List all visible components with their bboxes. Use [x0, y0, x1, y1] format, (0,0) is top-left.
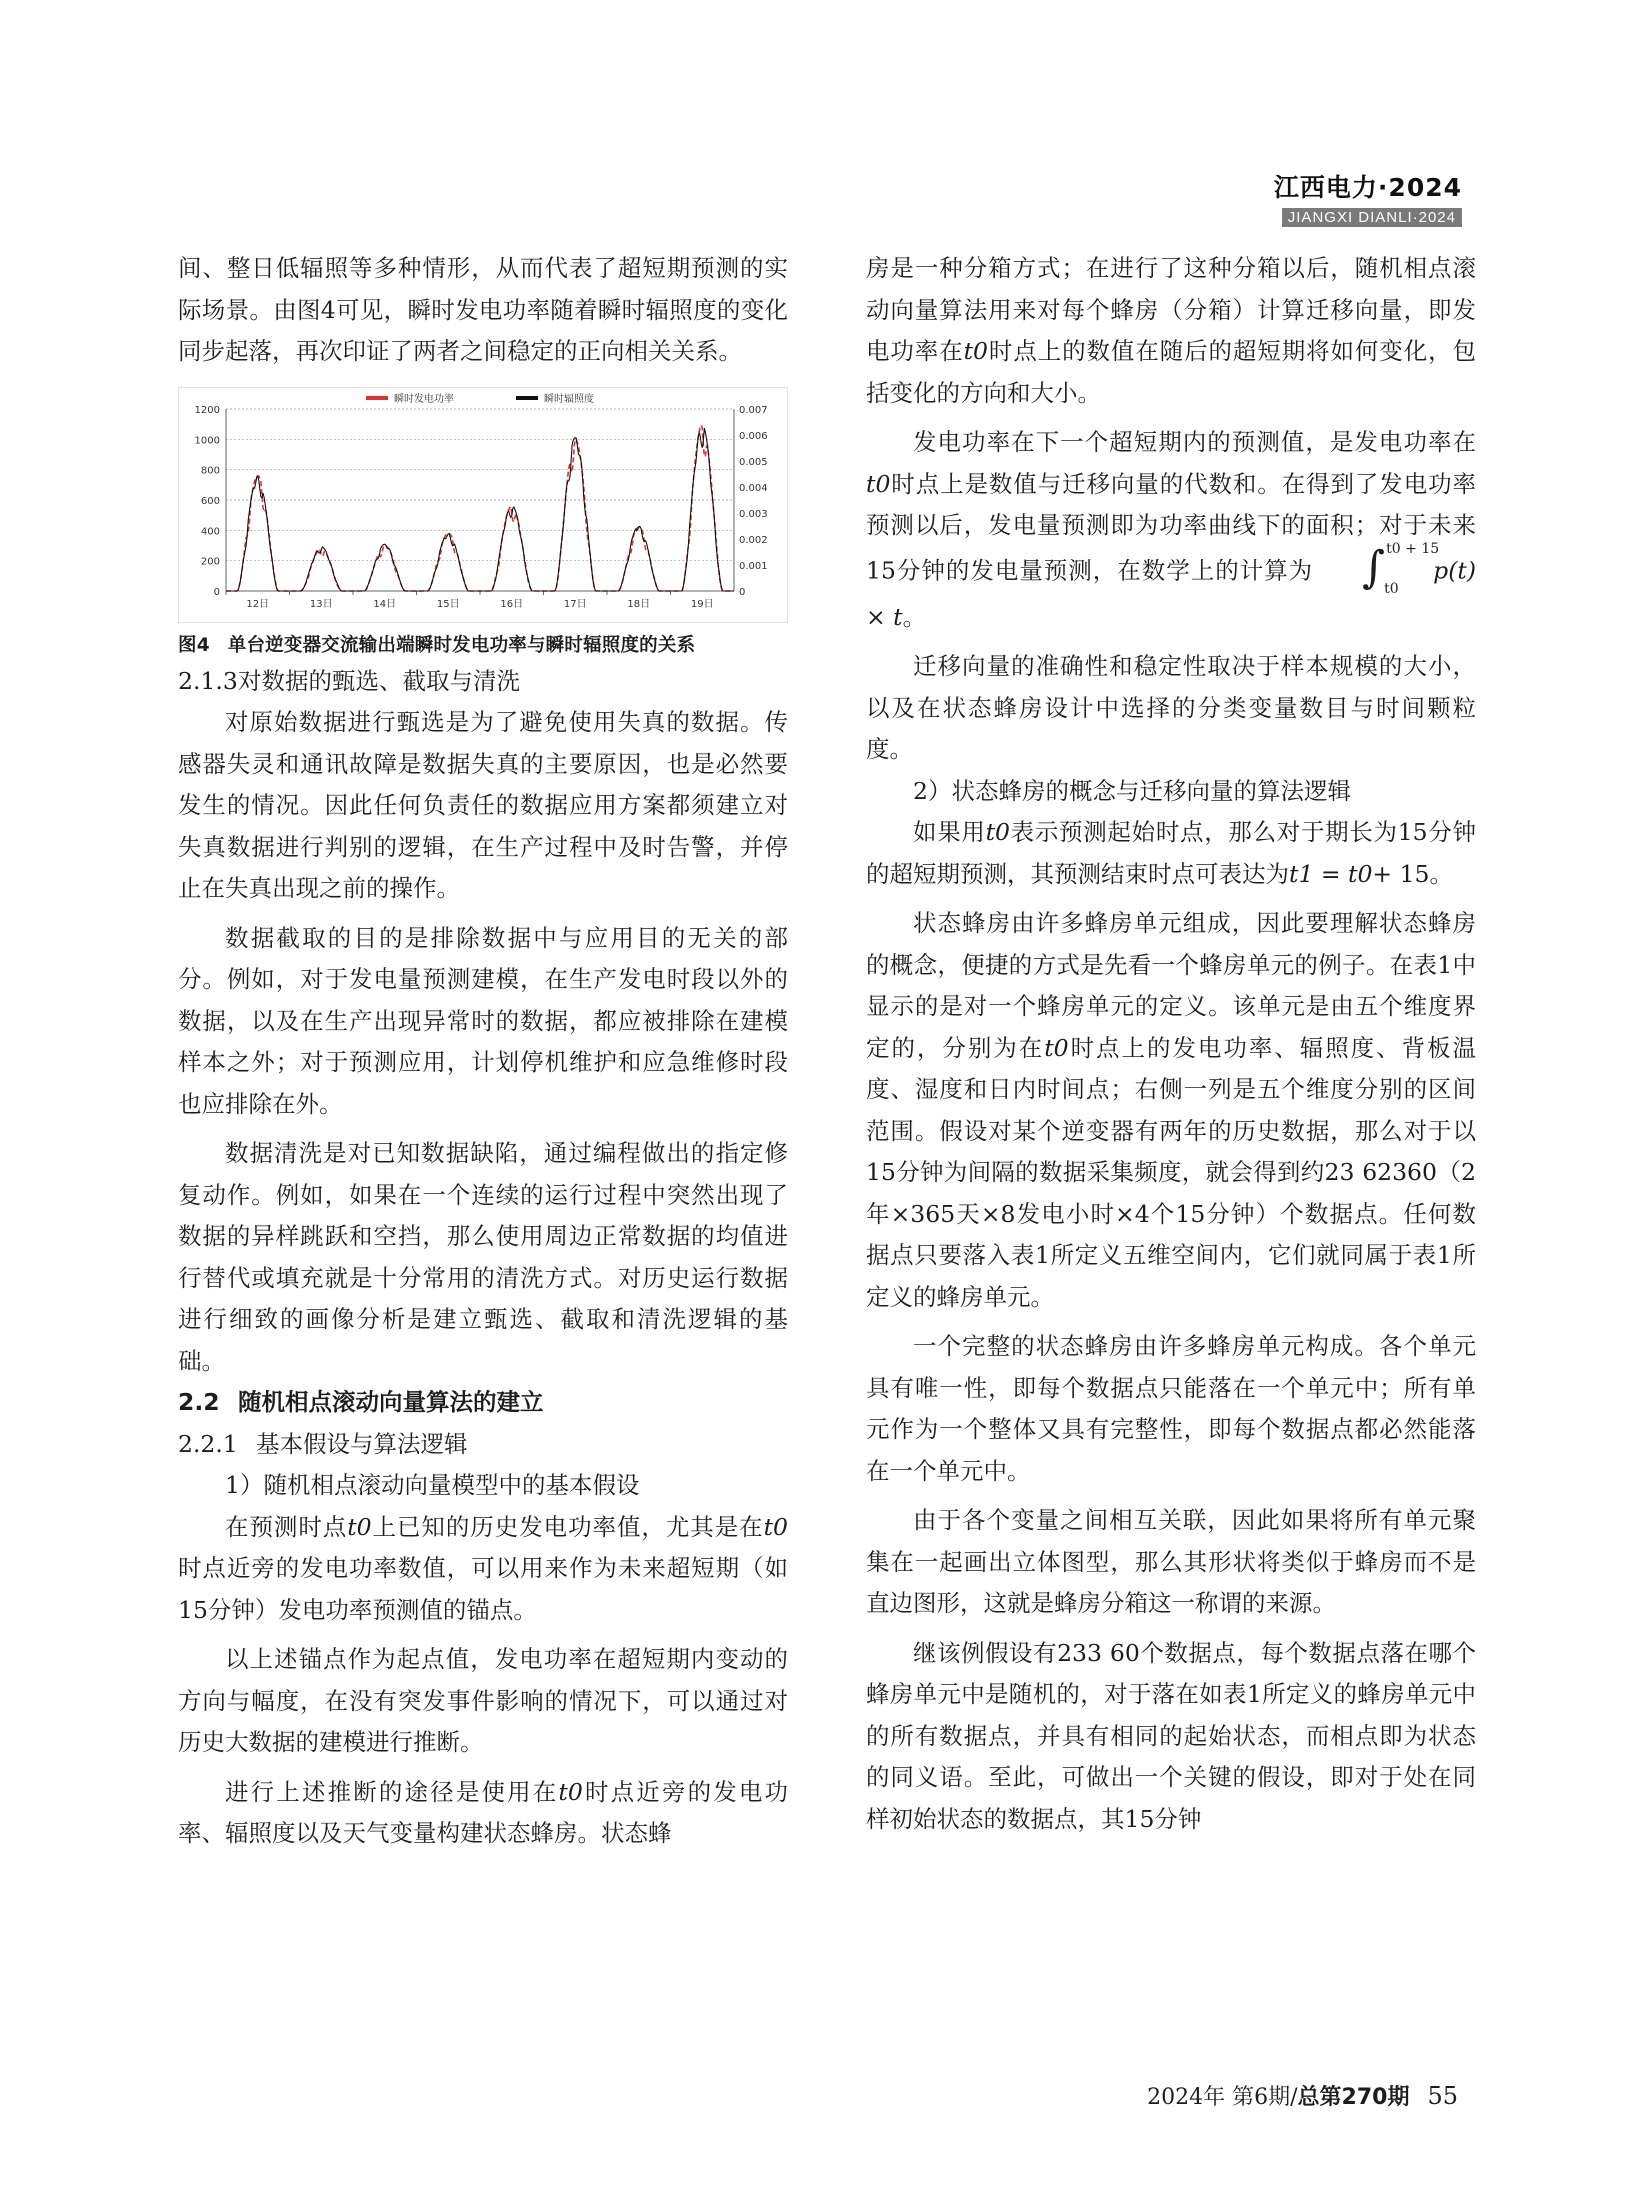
y-left-tick-label: 400 [200, 525, 220, 537]
issue-info: 2024年 第6期/ [1147, 2085, 1298, 2110]
y-left-tick-label: 0 [213, 586, 220, 598]
paragraph-data-selection: 对原始数据进行甄选是为了避免使用失真的数据。传感器失灵和通讯故障是数据失真的主要原因，也是必然要发生的情况。因此任何负责任的数据应用方案都须建立对失真数据进行判别的逻辑，在生产过程中及时告警，并停止在失真出现之前的操作。 [178, 708, 788, 902]
math-t0: t0 [558, 1777, 583, 1806]
text-run: 时点上是数值与迁移向量的代数和。在得到了发电功率预测以后，发电量预测即为功率曲线下的面积；对于未来15分钟的发电量预测，在数学上的计算为 [866, 469, 1476, 584]
math-t0: t0 [866, 469, 891, 498]
x-tick-label: 16日 [500, 598, 524, 610]
text-run: 上已知的历史发电功率值，尤其是在 [371, 1512, 764, 1541]
integral-body: p(t) × t [866, 556, 1476, 631]
y-right-tick-label: 0.005 [739, 456, 768, 468]
page-number: 55 [1427, 2082, 1458, 2110]
y-left-tick-label: 800 [200, 465, 220, 477]
x-tick-label: 13日 [309, 598, 333, 610]
y-left-tick-label: 200 [200, 556, 220, 568]
y-right-tick-label: 0.007 [739, 404, 768, 416]
y-left-tick-label: 1200 [194, 404, 220, 416]
paragraph-hive-binning [866, 248, 1476, 414]
legend-label: 瞬时辐照度 [544, 393, 594, 405]
x-tick-label: 12日 [246, 598, 270, 610]
y-left-tick-label: 1000 [194, 434, 220, 446]
paragraph-data-cleaning: 数据清洗是对已知数据缺陷，通过编程做出的指定修复动作。例如，如果在一个连续的运行过程中突然出现了数据的异样跳跃和空挡，那么使用周边正常数据的均值进行替代或填充就是十分常用的清洗方式。对历史运行数据进行细致的画像分析是建立甄选、截取和清洗逻辑的基础。 [178, 1139, 788, 1375]
text-run: 时点近旁的发电功率、辐照度以及天气变量构建状态蜂房。状态蜂 [178, 1777, 789, 1847]
paragraph-method [178, 1772, 788, 1855]
text-run: 。 [902, 602, 927, 631]
math-t0: t0 [963, 337, 989, 365]
total-issue: 总第270期 [1297, 2085, 1410, 2110]
paragraph-anchor [178, 1507, 788, 1632]
y-right-tick-label: 0.004 [739, 482, 768, 494]
paragraph-data-truncation: 数据截取的目的是排除数据中与应用目的无关的部分。例如，对于发电量预测建模，在生产发电时段以外的数据，以及在生产出现异常时的数据，都应被排除在建模样本之外；对于预测应用，计划停机维护和应急维修时段也应排除在外。 [178, 923, 788, 1118]
section-number: 2.2.1 [178, 1429, 238, 1458]
chart-background [178, 387, 788, 623]
text-run: 如果用 [913, 818, 986, 846]
section-number: 2.1.3 [178, 666, 238, 695]
paragraph-t0-definition [866, 812, 1476, 895]
paragraph-complete-hive: 一个完整的状态蜂房由许多蜂房单元构成。各个单元具有唯一性，即每个数据点只能落在一个单元中；所有单元作为一个整体又具有完整性，即每个数据点都必然能落在一个单元中。 [866, 1332, 1476, 1485]
y-right-tick-label: 0 [739, 586, 746, 598]
list-item-2-heading: 2）状态蜂房的概念与迁移向量的算法逻辑 [913, 776, 1351, 805]
right-column [866, 248, 1476, 1855]
section-2-1-3-heading [178, 661, 788, 703]
paragraph-accuracy: 迁移向量的准确性和稳定性取决于样本规模的大小，以及在状态蜂房设计中选择的分类变量数目与时间颗粒度。 [866, 652, 1476, 763]
text-run: 时点上的数值在随后的超短期将如何变化，包括变化的方向和大小。 [866, 337, 1477, 407]
figure-caption-text: 单台逆变器交流输出端瞬时发电功率与瞬时辐照度的关系 [227, 634, 696, 656]
y-right-tick-label: 0.006 [739, 430, 768, 442]
section-title: 基本假设与算法逻辑 [256, 1429, 468, 1458]
x-tick-label: 14日 [373, 598, 397, 610]
integral-lower-limit: t0 [1384, 580, 1399, 597]
integral-sign: ∫ [1362, 541, 1386, 593]
text-run: 发电功率在下一个超短期内的预测值，是发电功率在 [913, 428, 1476, 456]
y-right-tick-label: 0.002 [739, 534, 768, 546]
journal-latin-name: JIANGXI DIANLI·2024 [1282, 208, 1462, 227]
section-number: 2.2 [178, 1388, 220, 1416]
page-footer [1147, 2080, 1458, 2111]
x-tick-label: 15日 [436, 598, 460, 610]
text-run: + 15。 [1372, 859, 1453, 888]
section-title: 随机相点滚动向量算法的建立 [238, 1388, 544, 1416]
y-right-tick-label: 0.003 [739, 508, 768, 520]
article-body [178, 248, 1476, 1855]
text-run: 房是一种分箱方式；在进行了这种分箱以后，随机相点滚动向量算法用来对每个蜂房（分箱）计算迁移向量，即发电功率在 [866, 254, 1476, 365]
section-title: 对数据的甄选、截取与清洗 [238, 666, 520, 695]
paragraph-prediction [866, 422, 1476, 638]
text-run: 状态蜂房由许多蜂房单元组成，因此要理解状态蜂房的概念，便捷的方式是先看一个蜂房单元的例子。在表1中显示的是对一个蜂房单元的定义。该单元是由五个维度界定的，分别为在 [866, 909, 1476, 1062]
text-run: 在预测时点 [225, 1512, 348, 1541]
power-irradiance-chart [178, 387, 788, 623]
math-t0: t0 [347, 1512, 372, 1541]
journal-name: 江西电力·2024 [1273, 173, 1462, 202]
paragraph-key-assumption: 继该例假设有233 60个数据点，每个数据点落在哪个蜂房单元中是随机的，对于落在如表1所定义的蜂房单元中的所有数据点，并具有相同的起始状态，而相点即为状态的同义语。至此，可做出一个关键的假设，即对于处在同样初始状态的数据点，其15分钟 [866, 1638, 1476, 1833]
math-t1-equation: t1 = t0 [1289, 859, 1373, 888]
integral-formula [1313, 540, 1440, 597]
list-item-1-heading: 1）随机相点滚动向量模型中的基本假设 [225, 1471, 640, 1499]
x-tick-label: 18日 [627, 598, 651, 610]
math-t0: t0 [763, 1512, 789, 1541]
section-2-2-heading [178, 1382, 788, 1424]
paragraph-intro-continued: 间、整日低辐照等多种情形，从而代表了超短期预测的实际场景。由图4可见，瞬时发电功率随着瞬时辐照度的变化同步起落，再次印证了两者之间稳定的正向相关关系。 [178, 254, 788, 365]
section-2-2-1-heading [178, 1424, 788, 1466]
text-run: 进行上述推断的途径是使用在 [225, 1777, 559, 1806]
text-run: 时点上的发电功率、辐照度、背板温度、湿度和日内时间点；右侧一列是五个维度分别的区间范围。假设对某个逆变器有两年的历史数据，那么对于以15分钟为间隔的数据采集频度，就会得到约23 62360（2年×365天×8发电小时×4个15分钟）个数据点。任何数据点只要落入表1所定义五维空间内，它们就同属于表1所定义的蜂房单元。 [866, 1033, 1477, 1311]
paragraph-hive-unit [866, 903, 1476, 1318]
x-tick-label: 19日 [690, 598, 714, 610]
x-tick-label: 17日 [563, 598, 587, 610]
integral-upper-limit: t0 + 15 [1386, 540, 1440, 557]
text-run: 时点近旁的发电功率数值，可以用来作为未来超短期（如15分钟）发电功率预测值的锚点。 [178, 1554, 788, 1624]
y-right-tick-label: 0.001 [739, 560, 768, 572]
text-run: 表示预测起始时点，那么对于期长为15分钟的超短期预测，其预测结束时点可表达为 [866, 818, 1477, 888]
paragraph-direction: 以上述锚点作为起点值，发电功率在超短期内变动的方向与幅度，在没有突发事件影响的情况下，可以通过对历史大数据的建模进行推断。 [178, 1645, 788, 1756]
journal-header [1202, 168, 1462, 227]
y-left-tick-label: 600 [200, 495, 220, 507]
figure-caption [178, 631, 788, 661]
legend-swatch [366, 396, 388, 400]
figure-4 [178, 387, 788, 661]
left-column [178, 248, 788, 1855]
math-t0: t0 [1044, 1033, 1069, 1062]
math-t0: t0 [985, 818, 1010, 846]
legend-label: 瞬时发电功率 [394, 393, 454, 405]
paragraph-hive-origin: 由于各个变量之间相互关联，因此如果将所有单元聚集在一起画出立体图型，那么其形状将类似于蜂房而不是直边图形，这就是蜂房分箱这一称谓的来源。 [866, 1506, 1476, 1617]
legend-swatch [516, 396, 538, 400]
figure-number: 图4 [178, 634, 210, 656]
